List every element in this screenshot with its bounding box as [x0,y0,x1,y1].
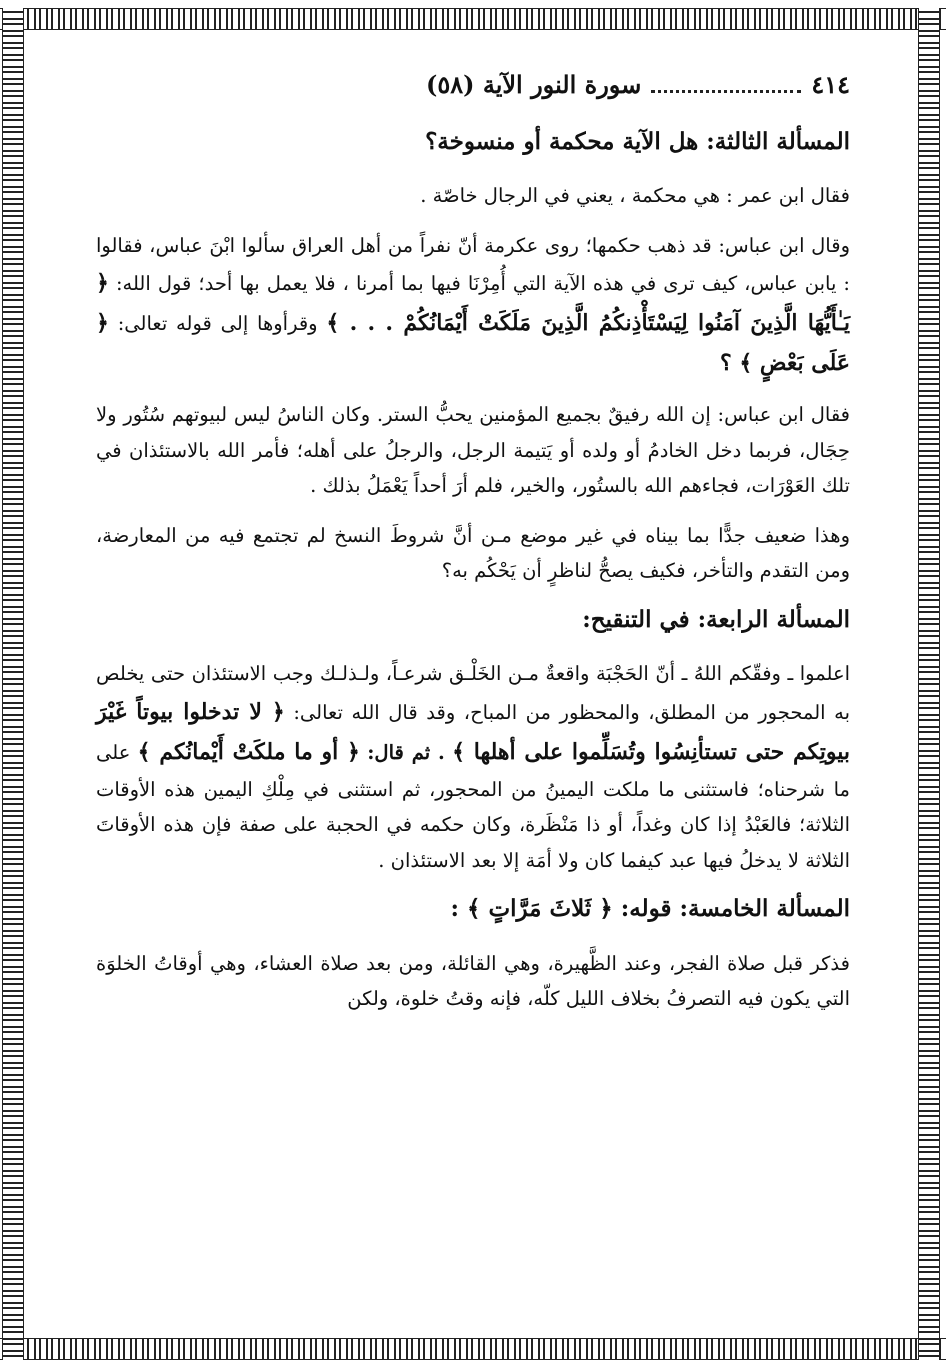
quran-quote-2: ﴿ عَلَى بَعْضٍ ﴾ ؟ [96,310,850,377]
section-3-paragraph-4: وهذا ضعيف جدًّا بما بيناه في غير موضع مـن أنَّ شروطَ النسخ لم تجتمع فيه من المعارضة، ومن التقدم والتأخر، فكيف يصحُّ لناظرٍ أن يَحْكُم به؟ [96,523,850,583]
section-3-paragraph-2 [96,228,850,384]
section-3-paragraph-2-text-b: وقرأوها إلى قوله تعالى: [117,312,318,336]
section-5-paragraph-1: فذكر قبل صلاة الفجر، وعند الظَّهيرة، وهي القائلة، ومن بعد صلاة العشاء، وهي أوقاتُ الخلوَة التي يكون فيه التصرفُ بخلاف الليل كلّه، فإنه وقتُ خلوة، ولكن [96,951,850,1010]
section-3-paragraph-3: فقال ابن عباس: إن الله رفيقٌ بجميع المؤمنين يحبُّ الستر. وكان الناسُ ليس لبيوتهم سُتُور ولا حِجَال، فربما دخل الخادمُ أو ولده أو يَتيمة الرجل، والرجلُ على أهله؛ فأمر الله بالاستئذان في تلك العَوْرَات، فجاءهم الله بالستُور، والخير، فلم أرَ أحداً يَعْمَلُ بذلك . [96,403,850,498]
section-4-paragraph-1 [96,656,850,878]
section-4-text-c: على ما شرحناه؛ فاستثنى ما ملكت اليمينُ من المحجور، ثم استثنى في مِلْكِ اليمين هذه الأوقات الثلاثة؛ فالعَبْدُ إذا كان وغداً، أو ذا مَنْظَرة، وكان حكمه في الحجبة على صفة فإن هذه الأوقاتَ الثلاثة لا يدخلُ فيها عبد كيفما كان ولا أمَة إلا بعد الاستئذان . [96,740,850,872]
section-3-heading: المسألة الثالثة: هل الآية محكمة أو منسوخة؟ [425,128,850,155]
bottom-ornament-border [0,1338,946,1360]
section-4-text-a: اعلموا ـ وفقّكم اللهُ ـ أنّ الحَجْبَة واقعةٌ مـن الخَلْـق شرعـاً، ولـذلـك وجب الاستئذان حتى يخلص به المحجور من المطلق، والمحظور من المباح، وقد قال الله تعالى: [96,662,850,724]
quran-quote-4: ﴿ أو ما ملكَتْ أَيْمانُكم ﴾ [137,738,360,765]
section-3-paragraph-1: فقال ابن عمر : هي محكمة ، يعني في الرجال خاصّة . [420,184,850,208]
section-5-heading-text: المسألة الخامسة: قوله: [620,895,850,923]
section-3-paragraph-2-text-a: وقال ابن عباس: قد ذهب حكمها؛ روى عكرمة أنّ نفراً من أهل العراق سألوا ابْنَ عباس، فقالوا : يابن عباس، كيف ترى في هذه الآية التي أُمِرْنَا فيها بما أمرنا ، فلا يعمل بها أحد؛ قول الله: [96,233,850,296]
left-ornament-border [2,8,24,1360]
running-header [96,70,850,99]
page-number: ٤١٤ [811,70,850,99]
right-ornament-border [918,8,940,1360]
section-4-text-b: . ثم قال: [367,740,445,764]
top-ornament-border [0,8,946,30]
section-5-heading-colon: : [450,895,459,923]
section-4-heading: المسألة الرابعة: في التنقيح: [582,605,850,633]
section-5-heading [96,892,850,925]
quran-quote-5: ﴿ ثَلاثَ مَرَّاتٍ ﴾ [466,895,613,923]
header-dotted-leader [651,90,801,93]
quran-quote-1: ﴿ يَـٰأَيُّهَا الَّذِينَ آمَنُوا لِيَسْتَأْذِنكُمُ الَّذِينَ مَلَكَتْ أَيْمَانُكُمْ . . . ﴾ [96,270,851,337]
chapter-title: سورة النور الآية (٥٨) [425,70,642,99]
quran-quote-3: ﴿ لا تدخلوا بيوتاً غَيْرَ بيوتِكم حتى تستأنِسُوا وتُسَلِّموا على أهلها ﴾ [96,698,850,765]
page-body [96,70,850,1308]
